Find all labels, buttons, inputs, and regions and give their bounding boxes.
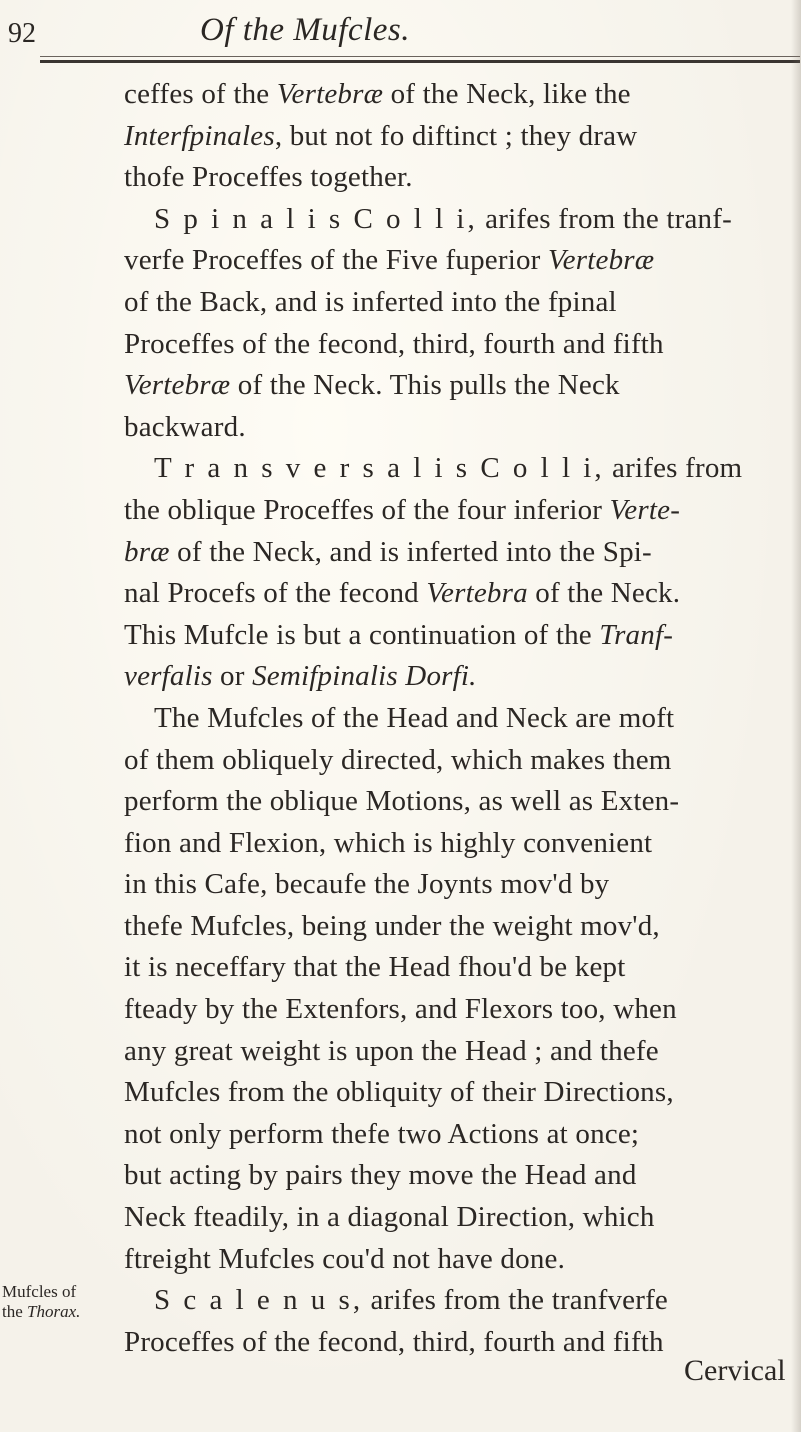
text-line-italic: Verte- [609, 493, 681, 526]
text-line-lead: ftreight Mufcles cou'd not have done. [124, 1242, 566, 1275]
text-line-lead: thofe Proceffes together. [124, 161, 413, 194]
text-line [124, 490, 794, 532]
margin-note-line-2-pre: the [2, 1302, 28, 1321]
text-line [124, 1155, 794, 1197]
running-head: Of the Mufcles. [200, 12, 411, 48]
text-line [124, 1114, 794, 1156]
text-line-lead: Neck fteadily, in a diagonal Direction, which [124, 1201, 655, 1234]
text-line [124, 116, 794, 158]
text-line-tail: or [212, 660, 253, 693]
text-line [124, 74, 794, 116]
text-line-italic: Vertebræ [276, 78, 384, 110]
text-line [124, 1239, 794, 1281]
text-line [124, 532, 794, 574]
text-line-tail: arifes from the tranfverfe [363, 1284, 668, 1317]
text-line-italic-2: Semifpinalis Dorfi. [252, 660, 477, 693]
text-line-lead: not only perform thefe two Actions at once; [124, 1117, 640, 1150]
text-line [124, 989, 794, 1031]
header-rule-thin [40, 56, 800, 57]
text-line [124, 740, 794, 782]
text-line [124, 947, 794, 989]
text-line-lead: thefe Mufcles, being under the weight mov'd, [124, 909, 660, 942]
text-line-lead: Proceffes of the fecond, third, fourth and fifth [124, 1325, 664, 1358]
text-line [124, 781, 794, 823]
text-line-lead: fion and Flexion, which is highly convenient [124, 826, 653, 859]
text-line-lead: Mufcles from the obliquity of their Directions, [124, 1076, 674, 1109]
text-line-lead: nal Procefs of the fecond [124, 577, 427, 610]
text-line [124, 407, 794, 449]
text-line-lead: perform the oblique Motions, as well as Exten- [124, 785, 680, 818]
margin-note-line-2-italic: Thorax. [27, 1302, 81, 1321]
text-line-tail: arifes from [604, 452, 743, 485]
text-line [124, 365, 794, 407]
text-line [124, 656, 794, 698]
text-line-italic: Vertebræ [124, 369, 231, 402]
text-line-lead: S p i n a l i s C o l l i, [154, 202, 478, 235]
text-line-tail: of the Neck, and is inferted into the Spi- [169, 535, 652, 568]
text-line-tail: arifes from the tranf- [477, 202, 732, 235]
text-line-tail: of the Neck, like the [383, 78, 631, 110]
page-edge-shadow [791, 0, 801, 1432]
text-line-lead: The Mufcles of the Head and Neck are moft [154, 701, 675, 734]
text-line [124, 1197, 794, 1239]
text-line-lead: any great weight is upon the Head ; and thefe [124, 1034, 659, 1067]
text-line-tail: of the Neck. This pulls the Neck [230, 369, 620, 402]
text-line-lead: ceffes of the [124, 78, 277, 110]
text-line [124, 864, 794, 906]
catchword: Cervical [684, 1354, 786, 1387]
text-line-lead: of them obliquely directed, which makes them [124, 743, 672, 776]
text-line-lead: verfe Proceffes of the Five fuperior [124, 244, 548, 277]
body-text [124, 74, 794, 1363]
text-line-italic: Interfpinales [124, 119, 275, 152]
text-line [124, 1280, 794, 1322]
text-line [124, 282, 794, 324]
text-line [124, 199, 794, 241]
margin-note-line-1: Mufcles of [2, 1282, 77, 1301]
text-line-lead: This Mufcle is but a continuation of the [124, 618, 600, 651]
text-line [124, 615, 794, 657]
text-line-italic: Vertebra [426, 577, 528, 610]
text-line-italic: Vertebræ [547, 244, 655, 277]
text-line-tail: of the Neck. [527, 577, 681, 610]
text-line-lead: it is neceffary that the Head fhou'd be kept [124, 951, 626, 984]
text-line [124, 448, 794, 490]
margin-note [2, 1282, 112, 1322]
text-line [124, 1031, 794, 1073]
text-line-tail: , but not fo diftinct ; they draw [274, 119, 638, 152]
text-line-lead: but acting by pairs they move the Head and [124, 1159, 637, 1192]
text-line-italic: verfalis [124, 660, 213, 693]
text-line [124, 324, 794, 366]
text-line [124, 240, 794, 282]
text-line-lead: the oblique Proceffes of the four inferior [124, 493, 610, 526]
text-line-lead: in this Cafe, becaufe the Joynts mov'd by [124, 868, 610, 901]
text-line [124, 1072, 794, 1114]
header-rule [40, 60, 800, 63]
text-line-lead: Proceffes of the fecond, third, fourth and fifth [124, 327, 664, 360]
text-line-italic: bræ [124, 535, 170, 568]
text-line-lead: T r a n s v e r s a l i s C o l l i, [154, 452, 605, 485]
text-line-lead: fteady by the Extenfors, and Flexors too, when [124, 993, 677, 1026]
text-line [124, 906, 794, 948]
text-line-lead: S c a l e n u s, [154, 1284, 364, 1317]
text-line-italic: Tranf- [599, 618, 674, 651]
text-line [124, 823, 794, 865]
text-line-lead: backward. [124, 410, 246, 443]
page-number: 92 [8, 18, 36, 49]
text-line [124, 698, 794, 740]
text-line-lead: of the Back, and is inferted into the fpinal [124, 285, 617, 318]
text-line [124, 573, 794, 615]
margin-note-line-2 [2, 1302, 112, 1322]
text-line [124, 157, 794, 199]
